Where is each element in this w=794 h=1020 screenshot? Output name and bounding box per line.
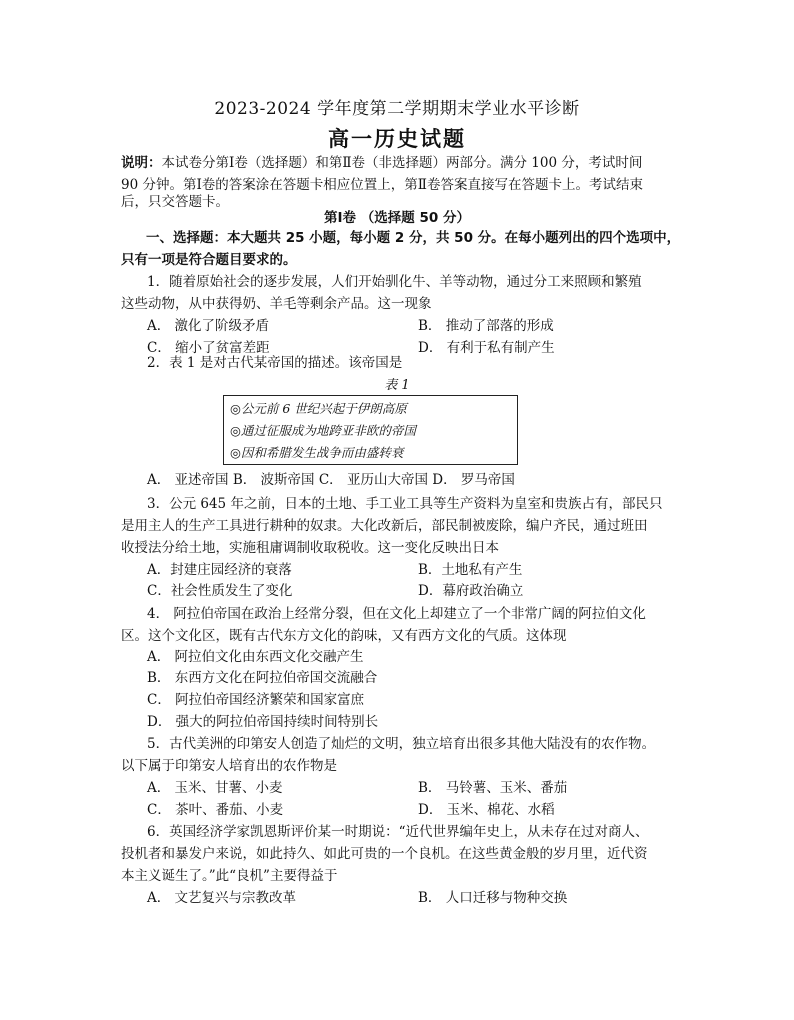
exam-title-line2: 高一历史试题 [328,127,466,151]
exam-title-line1: 2023-2024 学年度第二学期期末学业水平诊断 [214,99,580,119]
q2-table-caption: 表 1 [384,378,410,393]
q4-option-b: B． 东西方文化在阿拉伯帝国交流融合 [147,670,378,686]
q4-option-d: D． 强大的阿拉伯帝国持续时间特别长 [147,714,379,730]
q3-option-c: C．社会性质发生了变化 [147,583,293,599]
q1-option-d: D． 有利于私有制产生 [418,340,555,356]
q1-option-a: A． 激化了阶级矛盾 [147,318,270,334]
q2-stem-line1: 2．表 1 是对古代某帝国的描述。该帝国是 [147,355,403,371]
instructions-line3: 后，只交答题卡。 [121,194,229,210]
q3-option-a: A．封建庄园经济的衰落 [147,562,292,578]
q4-option-c: C． 阿拉伯帝国经济繁荣和国家富庶 [147,692,365,708]
q6-stem-line3: 本主义诞生了。”此“良机”主要得益于 [121,868,338,884]
q1-stem-line2: 这些动物，从中获得奶、羊毛等剩余产品。这一现象 [121,296,432,312]
q5-option-a: A． 玉米、甘薯、小麦 [147,780,283,796]
q6-option-a: A． 文艺复兴与宗教改革 [147,890,297,906]
q4-stem-line1: 4． 阿拉伯帝国在政治上经常分裂，但在文化上却建立了一个非常广阔的阿拉伯文化 [147,606,646,622]
instructions-line2: 90 分钟。第Ⅰ卷的答案涂在答题卡相应位置上，第Ⅱ卷答案直接写在答题卡上。考试结束 [121,177,643,193]
q6-option-b: B． 人口迁移与物种交换 [418,890,568,906]
q4-option-a: A． 阿拉伯文化由东西文化交融产生 [147,649,364,665]
q6-stem-line1: 6．英国经济学家凯恩斯评价某一时期说：“近代世界编年史上，从未存在过对商人、 [147,824,649,840]
q3-stem-line2: 是用主人的生产工具进行耕种的奴隶。大化改新后，部民制被废除，编户齐民，通过班田 [121,518,648,534]
q3-stem-line1: 3．公元 645 年之前，日本的土地、手工业工具等生产资料为皇室和贵族占有，部民只 [147,496,663,512]
section-intro-line1: 一、选择题：本大题共 25 小题，每小题 2 分，共 50 分。在每小题列出的四个选项中， [146,230,681,246]
q3-stem-line3: 收授法分给土地，实施租庸调制收取税收。这一变化反映出日本 [121,540,499,556]
q5-stem-line1: 5．古代美洲的印第安人创造了灿烂的文明，独立培育出很多其他大陆没有的农作物。 [147,736,656,752]
q5-option-c: C． 茶叶、番茄、小麦 [147,802,284,818]
q5-option-d: D． 玉米、棉花、水稻 [418,802,555,818]
q6-stem-line2: 投机者和暴发户来说，如此持久、如此可贵的一个良机。在这些黄金般的岁月里，近代资 [121,846,648,862]
q2-table-row: ◎通过征服成为地跨亚非欧的帝国 [230,423,416,438]
q2-table-row: ◎公元前 6 世纪兴起于伊朗高原 [230,401,407,416]
section-title: 第Ⅰ卷 （选择题 50 分） [324,210,470,226]
q1-stem-line1: 1．随着原始社会的逐步发展，人们开始驯化牛、羊等动物，通过分工来照顾和繁殖 [147,274,642,290]
q2-options: A． 亚述帝国 B． 波斯帝国 C． 亚历山大帝国 D． 罗马帝国 [147,472,515,488]
instructions-label: 说明： [121,155,162,171]
q2-table [223,395,518,465]
q2-table-row: ◎因和希腊发生战争而由盛转衰 [230,445,404,460]
instructions-line1 [121,152,642,174]
instructions-text1: 本试卷分第Ⅰ卷（选择题）和第Ⅱ卷（非选择题）两部分。满分 100 分，考试时间 [161,155,643,171]
q5-stem-line2: 以下属于印第安人培育出的农作物是 [121,758,337,774]
q1-option-c: C． 缩小了贫富差距 [147,340,270,356]
q3-option-b: B．土地私有产生 [418,562,523,578]
section-intro-line2: 只有一项是符合题目要求的。 [121,252,297,268]
q3-option-d: D．幕府政治确立 [418,583,524,599]
q1-option-b: B． 推动了部落的形成 [418,318,554,334]
q5-option-b: B． 马铃薯、玉米、番茄 [418,780,568,796]
q4-stem-line2: 区。这个文化区，既有古代东方文化的韵味，又有西方文化的气质。这体现 [121,628,567,644]
